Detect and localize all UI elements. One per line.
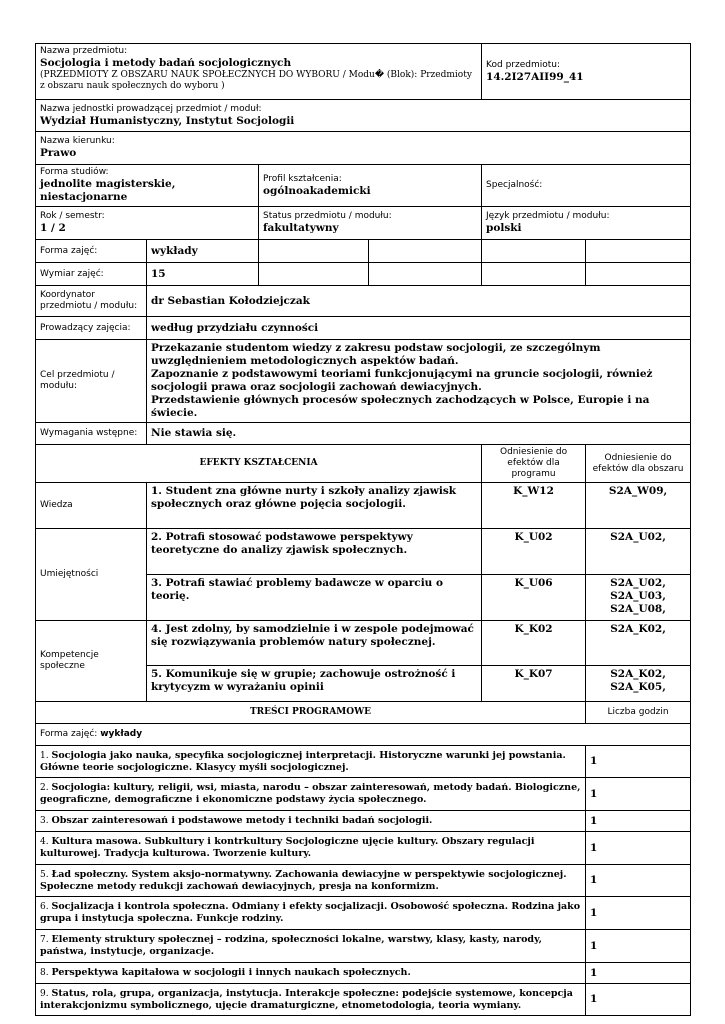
effect-area-5 <box>586 666 691 702</box>
subject-name: Socjologia i metody badań socjologicznych <box>40 57 292 69</box>
program-item-8-text: Perspektywa kapitałowa w socjologii i innych naukach społecznych. <box>51 967 411 978</box>
class-form-value: wykłady <box>147 240 259 263</box>
program-row-8 <box>36 963 691 984</box>
effect-program-4: K_K02 <box>482 621 586 666</box>
class-form-row <box>36 240 691 263</box>
program-form-row <box>36 724 691 746</box>
profile-cell <box>259 165 482 207</box>
effect-row-2 <box>36 529 691 575</box>
effect-text-2: 2. Potrafi stosować podstawowe perspektywy teoretyczne do analizy zjawisk społecznych. <box>147 529 482 575</box>
unit-cell <box>36 100 691 132</box>
program-hours-9: 1 <box>586 984 691 1016</box>
program-item-3 <box>36 811 586 832</box>
subject-cell <box>36 44 482 100</box>
hours-value: 15 <box>147 263 259 286</box>
program-hours-8: 1 <box>586 963 691 984</box>
program-item-8 <box>36 963 586 984</box>
effect-row-4 <box>36 621 691 666</box>
syllabus-page <box>35 43 690 1016</box>
program-row-5 <box>36 865 691 897</box>
knowledge-label: Wiedza <box>36 483 147 529</box>
subject-row <box>36 44 691 100</box>
code-label: Kod przedmiotu: <box>486 59 560 70</box>
field-label: Nazwa kierunku: <box>40 136 115 146</box>
hours-empty-4 <box>586 263 691 286</box>
unit-value: Wydział Humanistyczny, Instytut Socjologii <box>40 114 295 127</box>
program-hours-4: 1 <box>586 832 691 865</box>
effect-area-3-code-1: S2A_U02, <box>610 577 666 589</box>
subject-label: Nazwa przedmiotu: <box>40 46 128 56</box>
goal-row <box>36 340 691 423</box>
effect-text-4: 4. Jest zdolny, by samodzielnie i w zespole podejmować się rozwiązywania problemów natury społecznej. <box>147 621 482 666</box>
class-form-empty-4 <box>586 240 691 263</box>
program-item-5-num: 5. <box>40 869 49 880</box>
area-ref-label: Odniesienie do efektów dla obszaru <box>586 445 691 483</box>
program-row-9 <box>36 984 691 1016</box>
status-value: fakultatywny <box>263 222 339 234</box>
program-item-1-text: Socjologia jako nauka, specyfika socjologicznej interpretacji. Historyczne warunki jej powstania. Główne teorie socjologiczne. Klasycy myśli socjologicznej. <box>40 749 566 773</box>
study-form-cell <box>36 165 259 207</box>
program-hours-6: 1 <box>586 897 691 930</box>
year-value: 1 / 2 <box>40 222 66 234</box>
program-item-7-text: Elementy struktury społecznej – rodzina, społeczności lokalne, warstwy, klasy, kasty, narody, państwa, instytucje, organizacje. <box>40 934 542 957</box>
hours-empty-3 <box>482 263 586 286</box>
program-row-1 <box>36 746 691 778</box>
program-item-6-text: Socjalizacja i kontrola społeczna. Odmiany i efekty socjalizacji. Osobowość społeczna. Rodzina jako grupa i instytucja społeczna. Funkcje rodziny. <box>40 901 581 924</box>
effect-area-4 <box>586 621 691 666</box>
program-row-4 <box>36 832 691 865</box>
hours-label: Wymiar zajęć: <box>36 263 147 286</box>
effect-program-3: K_U06 <box>482 575 586 621</box>
effect-area-1-code: S2A_W09, <box>608 485 668 497</box>
effect-area-3-code-2: S2A_U03, <box>610 590 666 602</box>
program-row-2 <box>36 778 691 811</box>
program-item-1 <box>36 746 586 778</box>
coordinator-value: dr Sebastian Kołodziejczak <box>147 286 691 317</box>
program-item-7-num: 7. <box>40 935 49 945</box>
field-cell <box>36 132 691 165</box>
effect-area-5-code-2: S2A_K05, <box>610 681 666 693</box>
code-value: 14.2I27AII99_41 <box>486 70 584 83</box>
study-form-row <box>36 165 691 207</box>
requirements-label: Wymagania wstępne: <box>36 423 147 445</box>
program-item-4-num: 4. <box>40 837 49 847</box>
year-cell <box>36 207 259 240</box>
field-row <box>36 132 691 165</box>
lecturer-value: według przydziału czynności <box>147 317 691 340</box>
goal-cell <box>147 340 691 423</box>
goal-line-2: Zapoznanie z podstawowymi teoriami funkcjonującymi na gruncie socjologii, również socjologii prawa oraz socjologii zachowań dewiacyjnych. <box>151 368 653 393</box>
effect-area-2 <box>586 529 691 575</box>
program-hours-label: Liczba godzin <box>586 702 691 724</box>
status-label: Status przedmiotu / modułu: <box>263 211 392 221</box>
program-hours-5: 1 <box>586 865 691 897</box>
program-item-3-text: Obszar zainteresowań i podstawowe metody i techniki badań socjologii. <box>51 815 433 826</box>
program-item-1-num: 1. <box>40 750 49 761</box>
specialty-label: Specjalność: <box>486 180 543 190</box>
effect-text-5: 5. Komunikuje się w grupie; zachowuje ostrożność i krytycyzm w wyrażaniu opinii <box>147 666 482 702</box>
effect-program-5: K_K07 <box>482 666 586 702</box>
year-label: Rok / semestr: <box>40 211 105 221</box>
coordinator-row <box>36 286 691 317</box>
language-label: Język przedmiotu / modułu: <box>486 211 610 221</box>
program-item-2 <box>36 778 586 811</box>
program-item-5-text: Ład społeczny. System aksjo-normatywny. Zachowania dewiacyjne w perspektywie socjologicznej. Społeczne metody redukcji zachowań dewiacyjnych, presja na konformizm. <box>40 868 567 892</box>
program-header-row <box>36 702 691 724</box>
program-item-9-text: Status, rola, grupa, organizacja, instytucja. Interakcje społeczne: podejście systemowe, koncepcja interakcjonizmu symbolicznego, ujęcie dramaturgiczne, etnometodologia, teoria wymiany. <box>40 987 573 1011</box>
program-item-3-num: 3. <box>40 816 49 826</box>
specialty-cell <box>482 165 691 207</box>
program-ref-label: Odniesienie do efektów dla programu <box>482 445 586 483</box>
hours-row <box>36 263 691 286</box>
profile-value: ogólnoakademicki <box>263 184 371 197</box>
program-item-9-num: 9. <box>40 988 49 999</box>
requirements-value: Nie stawia się. <box>147 423 691 445</box>
effect-area-3-code-3: S2A_U08, <box>610 603 666 615</box>
status-cell <box>259 207 482 240</box>
goal-line-3: Przedstawienie głównych procesów społecznych zachodzących w Polsce, Europie i na świecie. <box>151 394 650 419</box>
unit-label: Nazwa jednostki prowadzącej przedmiot / moduł: <box>40 103 262 114</box>
program-item-4-text: Kultura masowa. Subkultury i kontrkultury Socjologiczne ujęcie kultury. Obszary regulacji kulturowej. Tradycja kulturowa. Tworzenie kultury. <box>40 836 535 859</box>
program-item-6-num: 6. <box>40 902 49 912</box>
class-form-empty-1 <box>259 240 369 263</box>
goal-label: Cel przedmiotu / modułu: <box>36 340 147 423</box>
effect-area-2-code: S2A_U02, <box>610 531 666 543</box>
program-item-2-num: 2. <box>40 783 49 793</box>
effect-row-1 <box>36 483 691 529</box>
requirements-row <box>36 423 691 445</box>
language-cell <box>482 207 691 240</box>
program-hours-2: 1 <box>586 778 691 811</box>
effects-title: EFEKTY KSZTAŁCENIA <box>36 445 482 483</box>
hours-empty-1 <box>259 263 369 286</box>
class-form-empty-3 <box>482 240 586 263</box>
coordinator-label: Koordynator przedmiotu / modułu: <box>36 286 147 317</box>
code-cell <box>482 44 691 100</box>
skills-label: Umiejętności <box>36 529 147 621</box>
unit-row <box>36 100 691 132</box>
effects-header-row <box>36 445 691 483</box>
goal-line-1: Przekazanie studentom wiedzy z zakresu podstaw socjologii, ze szczególnym uwzględnieniem metodologicznych aspektów badań. <box>151 342 601 367</box>
effect-program-2: K_U02 <box>482 529 586 575</box>
effect-area-3 <box>586 575 691 621</box>
profile-label: Profil kształcenia: <box>263 173 342 184</box>
program-title: TREŚCI PROGRAMOWE <box>36 702 586 724</box>
lecturer-row <box>36 317 691 340</box>
syllabus-table <box>35 43 691 1016</box>
social-label: Kompetencje społeczne <box>36 621 147 702</box>
program-form-cell <box>36 724 691 746</box>
effect-area-4-code: S2A_K02, <box>610 623 666 635</box>
effect-area-1 <box>586 483 691 529</box>
study-form-value: jednolite magisterskie, niestacjonarne <box>40 178 176 203</box>
program-item-8-num: 8. <box>40 968 49 978</box>
class-form-label: Forma zajęć: <box>36 240 147 263</box>
program-hours-7: 1 <box>586 930 691 963</box>
program-row-7 <box>36 930 691 963</box>
program-item-9 <box>36 984 586 1016</box>
effect-text-1: 1. Student zna główne nurty i szkoły analizy zjawisk społecznych oraz główne pojęcia socjologii. <box>147 483 482 529</box>
program-item-7 <box>36 930 586 963</box>
effect-program-1: K_W12 <box>482 483 586 529</box>
study-form-label: Forma studiów: <box>40 167 109 177</box>
program-item-4 <box>36 832 586 865</box>
subject-group: (PRZEDMIOTY Z OBSZARU NAUK SPOŁECZNYCH DO WYBORU / Modu� (Blok): Przedmioty z obszaru nauk społecznych do wyboru ) <box>40 70 472 91</box>
program-form-value: wykłady <box>100 729 143 739</box>
language-value: polski <box>486 222 522 234</box>
hours-empty-2 <box>369 263 482 286</box>
program-item-5 <box>36 865 586 897</box>
program-form-label: Forma zajęć: <box>40 729 98 739</box>
program-item-6 <box>36 897 586 930</box>
program-hours-3: 1 <box>586 811 691 832</box>
program-row-3 <box>36 811 691 832</box>
program-hours-1: 1 <box>586 746 691 778</box>
field-value: Prawo <box>40 147 77 159</box>
program-row-6 <box>36 897 691 930</box>
year-row <box>36 207 691 240</box>
class-form-empty-2 <box>369 240 482 263</box>
lecturer-label: Prowadzący zajęcia: <box>36 317 147 340</box>
effect-area-5-code-1: S2A_K02, <box>610 668 666 680</box>
program-item-2-text: Socjologia: kultury, religii, wsi, miasta, narodu – obszar zainteresowań, metody badań. Biologiczne, geograficzne, demograficzne i ekonomiczne podstawy życia społecznego. <box>40 782 581 805</box>
effect-text-3: 3. Potrafi stawiać problemy badawcze w oparciu o teorię. <box>147 575 482 621</box>
